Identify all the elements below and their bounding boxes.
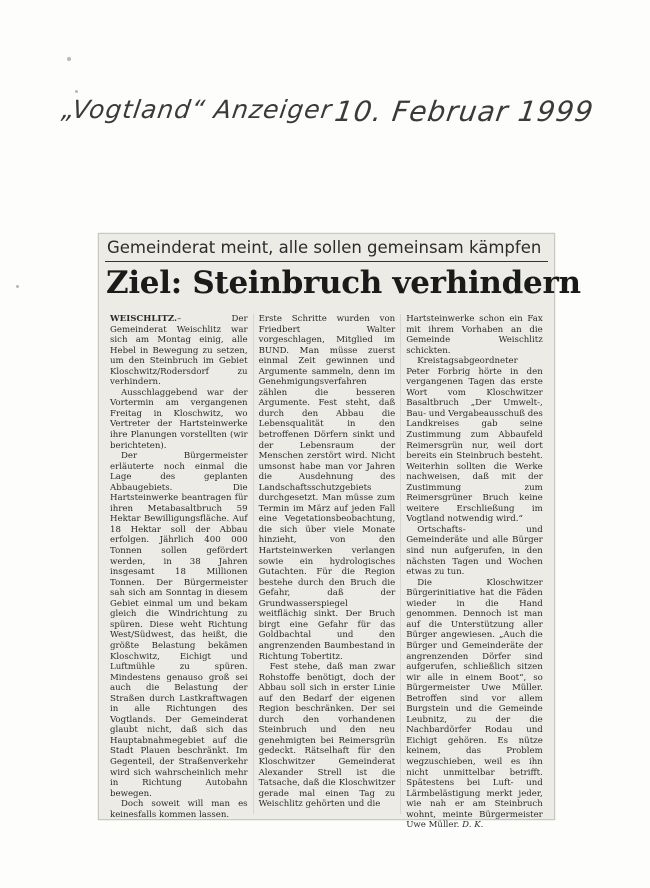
article-paragraph: Hartsteinwerke schon ein Fax mit ihrem Vorhaben an die Gemeinde Weischlitz schickten. xyxy=(406,314,543,356)
speck xyxy=(16,285,19,288)
article-dateline: WEISCHLITZ. xyxy=(110,314,177,324)
speck xyxy=(67,57,71,61)
article-paragraph: WEISCHLITZ.– Der Gemeinderat Weischlitz war sich am Montag einig, alle Hebel in Bewegung zu setzen, um den Steinbruch im Gebiet Kloschwitz/Rodersdorf zu verhindern. xyxy=(110,314,248,388)
article-column-1 xyxy=(105,314,253,820)
article-paragraph: Erste Schritte wurden von Friedbert Walter vorgeschlagen, Mitglied im BUND. Man müsse zuerst einmal Zeit gewinnen und Argumente sammeln, denn im Genehmigungsverfahren zählen die besseren Argumente. Fest steht, daß durch den Abbau die Lebensqualität in den betroffenen Dörfern sinkt und der Lebensraum der Menschen zerstört wird. Nicht umsonst habe man vor Jahren die Ausdehnung des Landschaftsschutzgebiets durchgesetzt. Man müsse zum Termin im März auf jeden Fall eine Vegetationsbeobachtung, die sich über viele Monate hinzieht, von den Hartsteinwerken verlangen sowie ein hydrologisches Gutachten. Für die Region bestehe durch den Bruch die Gefahr, daß der Grundwasserspiegel weitflächig sinkt. Der Bruch birgt eine Gefahr für das Goldbachtal und den angrenzenden Baumbestand in Richtung Tobertitz. xyxy=(258,314,396,662)
article-author: D. K. xyxy=(462,820,484,831)
article-paragraph: Kreistagsabgeordneter Peter Forbrig hörte in den vergangenen Tagen das erste Wort vom Kloschwitzer Basaltbruch „Der Umwelt-, Bau- und Vergabeausschuß des Landkreises gab seine Zustimmung zum Abbaufeld Reimersgrün nur, weil dort bereits ein Steinbruch besteht. Weiterhin sollten die Werke nachweisen, daß mit der Zustimmung zum Reimersgrüner Bruch keine weitere Erschließung im Vogtland notwendig wird.“ xyxy=(406,356,543,525)
handwritten-source-note: „Vogtland“ Anzeiger xyxy=(59,95,335,124)
article-column-3 xyxy=(400,314,548,831)
article-columns xyxy=(105,314,548,831)
article-paragraph: Der Bürgermeister erläuterte noch einmal die Lage des geplanten Abbaugebiets. Die Hartsteinwerke beantragen für ihren Metabasaltbruch 59 Hektar Bewilligungsfläche. Auf 18 Hektar soll der Abbau erfolgen. Jährlich 400 000 Tonnen sollen gefördert werden, in 38 Jahren insgesamt 18 Millionen Tonnen. Der Bürgermeister sah sich am Sonntag in diesem Gebiet einmal um und bekam gleich die Windrichtung zu spüren. Diese weht Richtung West/Südwest, das heißt, die größte Belastung bekämen Kloschwitz, Eichigt und Luftmühle zu spüren. Mindestens genauso groß sei auch die Belastung der Straßen durch Lastkraftwagen in alle Richtungen des Vogtlands. Der Gemeinderat glaubt nicht, daß sich das Hauptabnahmegebiet auf die Stadt Plauen beschränkt. Im Gegenteil, der Straßenverkehr wird sich wahrscheinlich mehr in Richtung Autobahn bewegen. xyxy=(110,451,248,799)
handwritten-date-note: 10. Februar 1999 xyxy=(332,95,596,128)
article-headline: Ziel: Steinbruch verhindern xyxy=(106,265,581,301)
kicker-rule xyxy=(105,261,548,262)
article-paragraph: Fest stehe, daß man zwar Rohstoffe benötigt, doch der Abbau soll sich in erster Linie auf den Bedarf der eigenen Region beschränken. Der sei durch den vorhandenen Steinbruch und den neu genehmigten bei Reimersgrün gedeckt. Rätselhaft für den Kloschwitzer Gemeinderat Alexander Strell ist die Tatsache, daß die Kloschwitzer gerade mal einen Tag zu Weischlitz gehörten und die xyxy=(258,662,396,810)
article-paragraph: Die Kloschwitzer Bürgerinitiative hat die Fäden wieder in die Hand genommen. Dennoch ist man auf die Unterstützung aller Bürger angewiesen. „Auch die Bürger und Gemeinderäte der angrenzenden Dörfer sind aufgerufen, schließlich sitzen wir alle in einem Boot“, so Bürgermeister Uwe Müller. Betroffen sind vor allem Burgstein und die Gemeinde Leubnitz, zu der die Nachbardörfer Rodau und Eichigt gehören. Es nütze keinem, das Problem wegzuschieben, weil es ihn nicht unmittelbar betrifft. Spätestens bei Luft- und Lärmbelästigung merkt jeder, wie nah er am Steinbruch wohnt, meinte Bürgermeister Uwe Müller. D. K. xyxy=(406,577,543,831)
speck xyxy=(75,90,78,93)
article-paragraph: Ortschafts- und Gemeinderäte und alle Bürger sind nun aufgerufen, in den nächsten Tagen und Wochen etwas zu tun. xyxy=(406,524,543,578)
newspaper-clipping xyxy=(98,233,581,831)
article-paragraph: Ausschlaggebend war der Vortermin am vergangenen Freitag in Kloschwitz, wo Vertreter der Hartsteinwerke ihre Planungen vorstellten (wir berichteten). xyxy=(110,387,248,451)
article-column-2 xyxy=(253,314,401,814)
article-paragraph: Doch soweit will man es keinesfalls kommen lassen. xyxy=(110,799,248,820)
article-kicker: Gemeinderat meint, alle sollen gemeinsam kämpfen xyxy=(107,238,542,257)
